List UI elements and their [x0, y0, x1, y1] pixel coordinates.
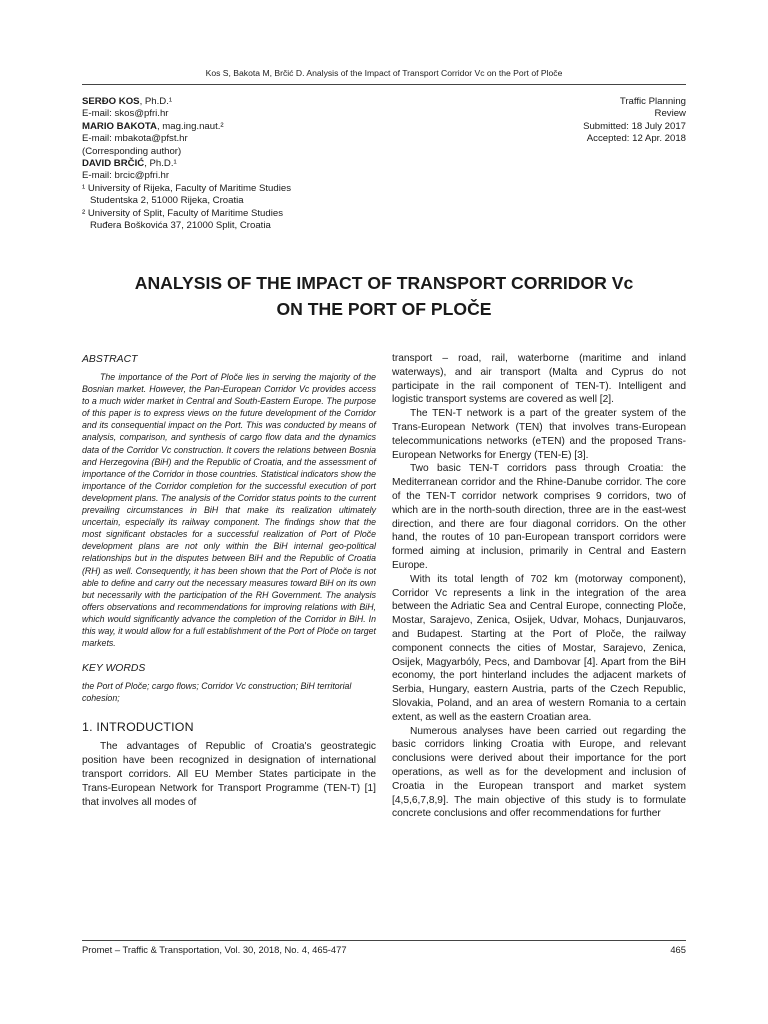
right-column	[392, 352, 686, 821]
paper-title: ANALYSIS OF THE IMPACT OF TRANSPORT CORRIDOR Vc ON THE PORT OF PLOČE	[134, 273, 634, 319]
author-3-email[interactable]: E-mail: brcic@pfri.hr	[82, 170, 170, 182]
keywords-text: the Port of Ploče; cargo flows; Corridor Vc construction; BiH territorial cohesion;	[82, 681, 352, 704]
accepted-date: Accepted: 12 Apr. 2018	[586, 133, 686, 145]
body-paragraph: Two basic TEN-T corridors pass through Croatia: the Mediterranean corridor and the Rhine-Danube corridor. The core of the TEN-T corridor network comprises 9 corridors, two of which are in the north-south direction, three are in the east-west direction, and there are four diagonal corridors. On the other hand, the routes of 10 pan-European transport corridors were formed aiming at inclusion, primarily in Central and Eastern Europe.	[392, 463, 686, 571]
author-2-email[interactable]: E-mail: mbakota@pfst.hr	[82, 133, 188, 145]
journal-citation: Promet – Traffic & Transportation, Vol. 30, 2018, No. 4, 465-477	[82, 944, 347, 955]
category-label: Traffic Planning	[619, 96, 686, 107]
corresponding-note: (Corresponding author)	[82, 145, 182, 157]
left-column	[82, 352, 376, 809]
introduction-paragraph: The advantages of Republic of Croatia's geostrategic position have been recognized in designation of international transport corridors. All EU Member States participate in the Trans-European Network for Transport Programme (TEN-T) [1] that involves all modes of	[82, 741, 376, 808]
body-paragraph: With its total length of 702 km (motorway component), Corridor Vc represents a link in the integration of the area between the Adriatic Sea and Central Europe, connecting Ploče, Mostar, Sarajevo, Zenica, Osijek, Udvar, Mohacs, Dunjauvaros, and Budapest. Starting at the Port of Ploče, the railway component connects the cities of Mostar, Sarajevo, Zenica, Osijek, Magyarbóly, Pecs, and Dambovar [4]. Apart from the BiH economy, the port hinterland includes the adjacent markets of Serbia, Hungary, eastern Austria, parts of the Czech Republic, Slovakia, Poland, and an area of western Romania to a certain extent, as well as the eastern Croatian area.	[392, 573, 686, 723]
introduction-heading: 1. INTRODUCTION	[82, 720, 194, 735]
body-paragraph: transport – road, rail, waterborne (maritime and inland waterways), and air transport (Malta and Cyprus do not participate in the rail component of TEN-T). Intelligent and logistic transport systems are covered as well [2].	[392, 353, 686, 406]
author-1-email[interactable]: E-mail: skos@pfri.hr	[82, 108, 169, 120]
affiliation-2-address: Ruđera Boškovića 37, 21000 Split, Croatia	[90, 220, 271, 232]
affiliation-2: ² University of Split, Faculty of Maritime Studies	[82, 207, 283, 219]
author-block	[82, 96, 422, 232]
abstract-heading: ABSTRACT	[82, 354, 138, 365]
submitted-date: Submitted: 18 July 2017	[583, 120, 686, 132]
abstract-text: The importance of the Port of Ploče lies in serving the majority of the Bosnian market. However, the Pan-European Corridor Vc provides access to a much wider market in Central and South-Eastern Europe. The purpose of this paper is to express views on the future development of the Corridor and its consequential impact on the Port. This was conducted by means of analysis, comparison, and synthesis of cargo flow data and the dynamics data of the Corridor Vc construction. It covers the relations between Bosnia and Herzegovina (BiH) and the Republic of Croatia, and the assessment of importance of the Corridor in those countries. Statistical indicators show the importance of the Corridor completion for the successful execution of port development plans. The analysis of the Corridor status points to the current prevailing circumstances in BiH that make its realization ultimately uncertain, especially its railway component. The findings show that the most significant obstacles for a successful realization of Port of Ploče development plans are not only within the BiH internal geo-political relationships but in the disputes between BiH and the Republic of Croatia (RH) as well. Consequently, it has been shown that the Port of Ploče is not able to define and carry out the necessary measures toward BiH on its own but necessarily with the participation of the RH Government. The analysis offers observations and recommendations for improving relations with BiH, which would significantly advance the completion of the Corridor in BiH. In this way, it would allow for a full establishment of the Port of Ploče on target markets.	[82, 372, 376, 649]
keywords-heading: KEY WORDS	[82, 663, 146, 675]
article-type: Review	[654, 108, 686, 120]
body-paragraph: Numerous analyses have been carried out regarding the basic corridors linking Croatia with Europe, and relevant conclusions were derived about their importance for the port operations, as well as for the development and inclusion of Croatia in the European transport and market system [4,5,6,7,8,9]. The main objective of this study is to formulate concrete conclusions and offer recommendations for further	[392, 725, 686, 820]
article-meta	[486, 96, 686, 146]
header-rule	[82, 84, 686, 85]
page-number: 465	[670, 944, 686, 955]
body-paragraph: The TEN-T network is a part of the greater system of the Trans-European Network (TEN) that involves trans-European telecommunications networks (eTEN) and the proposed Trans-European Networks for Energy (TEN-E) [3].	[392, 408, 686, 461]
author-3: DAVID BRČIĆ, Ph.D.¹	[82, 158, 177, 170]
running-header: Kos S, Bakota M, Brčić D. Analysis of the Impact of Transport Corridor Vc on the Port of Ploče	[205, 68, 563, 78]
author-2: MARIO BAKOTA, mag.ing.naut.²	[82, 120, 224, 132]
author-1: SERĐO KOS, Ph.D.¹	[82, 96, 173, 107]
affiliation-1: ¹ University of Rijeka, Faculty of Maritime Studies	[82, 182, 291, 194]
footer-rule	[82, 940, 686, 941]
affiliation-1-address: Studentska 2, 51000 Rijeka, Croatia	[90, 195, 244, 207]
